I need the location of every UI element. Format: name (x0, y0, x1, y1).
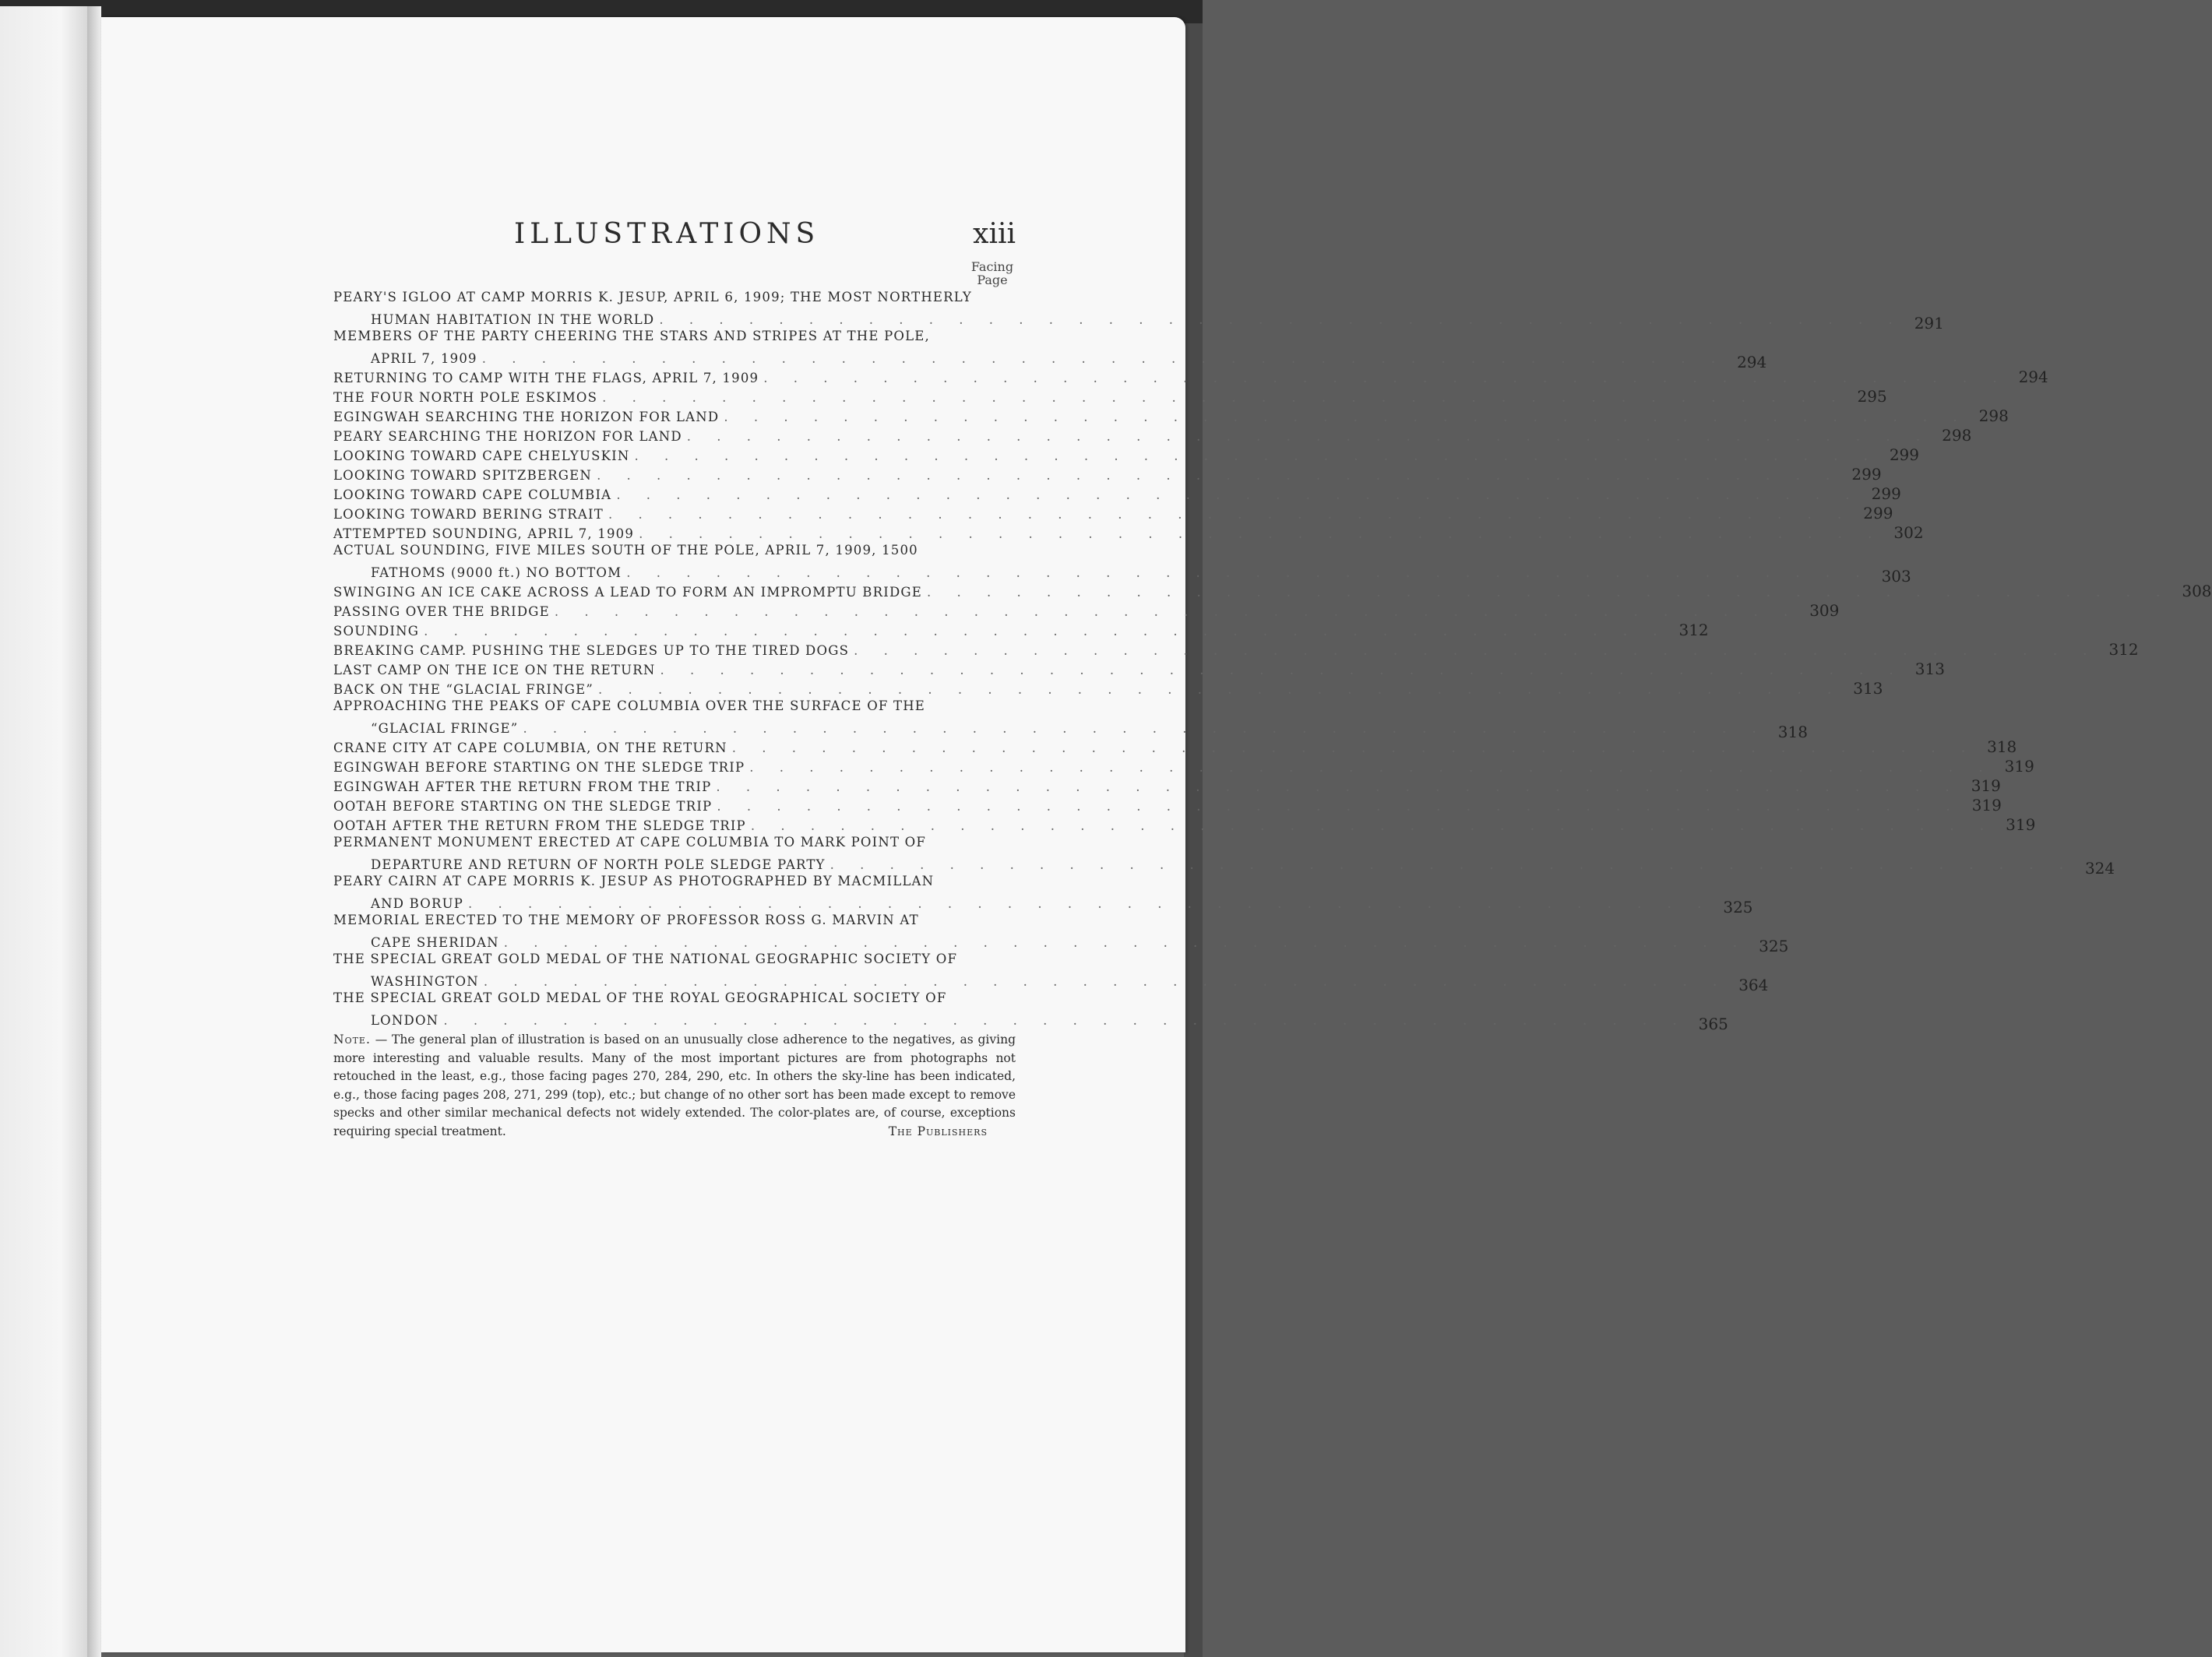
illustration-entry (333, 387, 1887, 406)
dot-leader: . . . . . . . . . . . . . . . . . . . . . . . . . . . . . . . . . . . . . . . . . . (854, 643, 2098, 658)
illustration-entry (333, 874, 1753, 916)
entry-line (333, 387, 1887, 406)
entry-page-number: 319 (1971, 796, 2002, 814)
entry-page-number: 309 (1809, 601, 1840, 620)
illustration-entry (333, 913, 1789, 955)
entry-title: PEARY SEARCHING THE HORIZON FOR LAND (333, 429, 682, 444)
illustration-entry (333, 445, 1919, 465)
facing-label: Facing (970, 259, 1014, 274)
left-page-edge (0, 6, 87, 1657)
entry-page-number: 365 (1698, 1015, 1728, 1033)
entry-line (333, 679, 1883, 698)
entry-title: LOOKING TOWARD CAPE COLUMBIA (333, 487, 612, 502)
dot-leader: . . . . . . . . . . . . . . . . . . . . . . . . . . . . . . . . . . . . . . . . . . (749, 760, 1994, 775)
illustration-entry (333, 737, 2017, 757)
illustration-entry (333, 329, 1767, 371)
entry-title: CAPE SHERIDAN (371, 935, 499, 950)
entry-page-number: 313 (1853, 679, 1883, 698)
entry-page-number: 298 (1942, 426, 1972, 445)
entry-title: AND BORUP (371, 896, 464, 911)
entry-line (333, 640, 2139, 660)
dot-leader: . . . . . . . . . . . . . . . . . . . . . . . . . . . . . . . . . . . . . . . . . . (616, 487, 1861, 502)
dot-leader: . . . . . . . . . . . . . . . . . . . . . . . . . . . . . . . . . . . . . . . . . . (763, 371, 2008, 385)
entry-title: CRANE CITY AT CAPE COLUMBIA, ON THE RETURN (333, 741, 727, 755)
entry-page-number: 298 (1978, 406, 2009, 425)
entry-line (333, 562, 1911, 586)
illustrations-list (333, 290, 2212, 1033)
entry-line (333, 329, 1016, 348)
dot-leader: . . . . . . . . . . . . . . . . . . . . . . . . . . . . . . . . . . . . . . . . . . (659, 312, 1904, 327)
entry-line (333, 543, 1016, 562)
dot-leader: . . . . . . . . . . . . . . . . . . . . . . . . . . . . . . . . . . . . . . . . . . (750, 818, 1995, 833)
entry-page-number: 299 (1871, 484, 1901, 503)
dot-leader: . . . . . . . . . . . . . . . . . . . . . . . . . . . . . . . . . . . . . . . . . . (927, 585, 2171, 600)
entry-line (333, 932, 1789, 955)
entry-line (333, 874, 1016, 893)
entry-title: APPROACHING THE PEAKS OF CAPE COLUMBIA OVER THE SURFACE OF THE (333, 698, 926, 713)
entry-page-number: 325 (1723, 898, 1753, 916)
entry-page-number: 302 (1893, 523, 1924, 542)
entry-page-number: 294 (2018, 368, 2048, 386)
entry-title: WASHINGTON (371, 974, 479, 989)
entry-line (333, 990, 1016, 1010)
book-gutter (87, 6, 101, 1657)
page-label: Page (977, 273, 1008, 287)
dot-leader: . . . . . . . . . . . . . . . . . . . . . . . . . . . . . . . . . . . . . . . . . . (597, 468, 1841, 483)
dot-leader: . . . . . . . . . . . . . . . . . . . . . . . . . . . . . . . . . . . . . . . . . . (443, 1013, 1688, 1028)
entry-page-number: 318 (1777, 723, 1808, 741)
entry-line (333, 445, 1919, 465)
entry-title: LONDON (371, 1013, 439, 1028)
entry-page-number: 325 (1759, 937, 1789, 955)
dot-leader: . . . . . . . . . . . . . . . . . . . . . . . . . . . . . . . . . . . . . . . . . . (717, 799, 1961, 814)
entry-page-number: 319 (2004, 757, 2034, 776)
dot-leader: . . . . . . . . . . . . . . . . . . . . . . . . . . . . . . . . . . . . . . . . . . (597, 682, 1843, 697)
entry-title: APRIL 7, 1909 (371, 351, 477, 366)
entry-line (333, 796, 2002, 815)
dot-leader: . . . . . . . . . . . . . . . . . . . . . . . . . . . . . . . . . . . . . . . . . . (481, 351, 1727, 366)
entry-line (333, 776, 2001, 796)
entry-title: LOOKING TOWARD BERING STRAIT (333, 507, 604, 522)
entry-title: OOTAH AFTER THE RETURN FROM THE SLEDGE TRIP (333, 818, 746, 833)
running-header (333, 218, 1016, 257)
entry-line (333, 621, 1709, 640)
entry-page-number: 291 (1914, 314, 1944, 332)
dot-leader: . . . . . . . . . . . . . . . . . . . . . . . . . . . . . . . . . . . . . . . . . . (554, 604, 1799, 619)
entry-title: HUMAN HABITATION IN THE WORLD (371, 312, 655, 327)
entry-page-number: 319 (1971, 776, 2001, 795)
scan-right-edge (1184, 23, 1203, 1657)
illustration-entry (333, 465, 1882, 484)
illustration-entry (333, 640, 2139, 660)
entry-line (333, 484, 1901, 504)
entry-title: LOOKING TOWARD SPITZBERGEN (333, 468, 593, 483)
book-page (101, 17, 2212, 1652)
entry-line (333, 913, 1016, 932)
entry-line (333, 815, 2036, 835)
illustration-entry (333, 543, 1911, 586)
entry-title: SOUNDING (333, 624, 420, 639)
entry-title: PERMANENT MONUMENT ERECTED AT CAPE COLUMBIA TO MARK POINT OF (333, 835, 927, 850)
illustration-entry (333, 523, 1924, 543)
illustration-entry (333, 796, 2002, 815)
entry-page-number: 299 (1889, 445, 1919, 464)
entry-title: EGINGWAH BEFORE STARTING ON THE SLEDGE TRIP (333, 760, 745, 775)
dot-leader: . . . . . . . . . . . . . . . . . . . . . . . . . . . . . . . . . . . . . . . . . . (686, 429, 1932, 444)
entry-line (333, 601, 1840, 621)
page-title: ILLUSTRATIONS (514, 218, 820, 250)
entry-line (333, 582, 2212, 601)
illustration-entry (333, 621, 1709, 640)
entry-title: EGINGWAH SEARCHING THE HORIZON FOR LAND (333, 410, 720, 424)
entry-page-number: 364 (1738, 976, 1769, 994)
entry-page-number: 294 (1737, 353, 1767, 371)
entry-title: BREAKING CAMP. PUSHING THE SLEDGES UP TO THE TIRED DOGS (333, 643, 850, 658)
illustration-entry (333, 757, 2034, 776)
entry-line (333, 698, 1016, 718)
entry-title: SWINGING AN ICE CAKE ACROSS A LEAD TO FORM AN IMPROMPTU BRIDGE (333, 585, 923, 600)
entry-line (333, 348, 1767, 371)
illustration-entry (333, 952, 1769, 994)
illustration-entry (333, 601, 1840, 621)
dot-leader: . . . . . . . . . . . . . . . . . . . . . . . . . . . . . . . . . . . . . . . . . . (626, 565, 1871, 580)
entry-page-number: 318 (1987, 737, 2017, 756)
dot-leader: . . . . . . . . . . . . . . . . . . . . . . . . . . . . . . . . . . . . . . . . . . (483, 974, 1728, 989)
illustration-entry (333, 426, 1972, 445)
entry-title: THE FOUR NORTH POLE ESKIMOS (333, 390, 598, 405)
illustration-entry (333, 660, 1945, 679)
illustration-entry (333, 504, 1893, 523)
illustration-entry (333, 679, 1883, 698)
dot-leader: . . . . . . . . . . . . . . . . . . . . . . . . . . . . . . . . . . . . . . . . . . (424, 624, 1668, 639)
dot-leader: . . . . . . . . . . . . . . . . . . . . . . . . . . . . . . . . . . . . . . . . . . (634, 449, 1879, 463)
entry-title: RETURNING TO CAMP WITH THE FLAGS, APRIL 7, 1909 (333, 371, 759, 385)
entry-page-number: 313 (1914, 660, 1945, 678)
entry-page-number: 312 (1678, 621, 1709, 639)
entry-title: EGINGWAH AFTER THE RETURN FROM THE TRIP (333, 779, 712, 794)
note-label: Note. (333, 1033, 371, 1047)
illustration-entry (333, 582, 2212, 601)
entry-page-number: 324 (2084, 859, 2115, 878)
entry-page-number: 299 (1863, 504, 1893, 522)
note-text: — The general plan of illustration is based on an unusually close adherence to the negatives, as giving more interesting and valuable results. Many of the most important pictures are from photographs not retouched in the least, e.g., those facing pages 270, 284, 290, etc. In others the sky-line has been indicated, e.g., those facing pages 208, 271, 299 (top), etc.; but change of no other sort has been made except to remove specks and other similar mechanical defects not widely extended. The color-plates are, of course, exceptions requiring special treatment. (333, 1033, 1016, 1138)
dot-leader: . . . . . . . . . . . . . . . . . . . . . . . . . . . . . . . . . . . . . . . . . . (830, 857, 2074, 872)
dot-leader: . . . . . . . . . . . . . . . . . . . . . . . . . . . . . . . . . . . . . . . . . . (602, 390, 1847, 405)
facing-page-column-header (969, 260, 1016, 287)
dot-leader: . . . . . . . . . . . . . . . . . . . . . . . . . . . . . . . . . . . . . . . . . . (724, 410, 1968, 424)
illustration-entry (333, 406, 2009, 426)
entry-line (333, 426, 1972, 445)
entry-line (333, 504, 1893, 523)
illustration-entry (333, 368, 2048, 387)
entry-line (333, 737, 2017, 757)
entry-title: PASSING OVER THE BRIDGE (333, 604, 550, 619)
entry-title: OOTAH BEFORE STARTING ON THE SLEDGE TRIP (333, 799, 713, 814)
entry-title: LAST CAMP ON THE ICE ON THE RETURN (333, 663, 656, 677)
dot-leader: . . . . . . . . . . . . . . . . . . . . . . . . . . . . . . . . . . . . . . . . . . (503, 935, 1749, 950)
publishers-note (333, 1031, 1016, 1141)
dot-leader: . . . . . . . . . . . . . . . . . . . . . . . . . . . . . . . . . . . . . . . . . . (468, 896, 1713, 911)
illustration-entry (333, 290, 1944, 332)
entry-page-number: 299 (1851, 465, 1882, 484)
illustration-entry (333, 815, 2036, 835)
dot-leader: . . . . . . . . . . . . . . . . . . . . . . . . . . . . . . . . . . . . . . . . . . (731, 741, 1977, 755)
entry-line (333, 718, 1808, 741)
entry-page-number: 295 (1857, 387, 1887, 406)
entry-line (333, 1010, 1728, 1033)
entry-title: “GLACIAL FRINGE” (371, 721, 519, 736)
entry-title: MEMBERS OF THE PARTY CHEERING THE STARS AND STRIPES AT THE POLE, (333, 329, 930, 343)
entry-title: PEARY'S IGLOO AT CAMP MORRIS K. JESUP, APRIL 6, 1909; THE MOST NORTHERLY (333, 290, 972, 304)
dot-leader: . . . . . . . . . . . . . . . . . . . . . . . . . . . . . . . . . . . . . . . . . . (523, 721, 1767, 736)
entry-title: FATHOMS (9000 ft.) NO BOTTOM (371, 565, 622, 580)
entry-line (333, 971, 1769, 994)
illustration-entry (333, 990, 1728, 1033)
entry-page-number: 319 (2006, 815, 2036, 834)
entry-line (333, 523, 1924, 543)
entry-line (333, 290, 1016, 309)
entry-line (333, 757, 2034, 776)
entry-title: THE SPECIAL GREAT GOLD MEDAL OF THE ROYAL GEOGRAPHICAL SOCIETY OF (333, 990, 947, 1005)
entry-title: ATTEMPTED SOUNDING, APRIL 7, 1909 (333, 526, 635, 541)
illustration-entry (333, 484, 1901, 504)
entry-title: DEPARTURE AND RETURN OF NORTH POLE SLEDGE PARTY (371, 857, 826, 872)
entry-title: BACK ON THE “GLACIAL FRINGE” (333, 682, 594, 697)
entry-page-number: 312 (2108, 640, 2139, 659)
entry-line (333, 406, 2009, 426)
entry-line (333, 465, 1882, 484)
entry-title: PEARY CAIRN AT CAPE MORRIS K. JESUP AS PHOTOGRAPHED BY MACMILLAN (333, 874, 935, 888)
note-signature: The Publishers (888, 1124, 988, 1138)
entry-line (333, 893, 1753, 916)
entry-line (333, 660, 1945, 679)
page-number: xiii (973, 218, 1016, 250)
dot-leader: . . . . . . . . . . . . . . . . . . . . . . . . . . . . . . . . . . . . . . . . . . (716, 779, 1960, 794)
illustration-entry (333, 698, 1808, 741)
illustration-entry (333, 776, 2001, 796)
entry-line (333, 952, 1016, 971)
entry-line (333, 309, 1944, 332)
entry-line (333, 854, 2115, 878)
entry-line (333, 835, 1016, 854)
entry-title: THE SPECIAL GREAT GOLD MEDAL OF THE NATIONAL GEOGRAPHIC SOCIETY OF (333, 952, 958, 966)
entry-line (333, 368, 2048, 387)
dot-leader: . . . . . . . . . . . . . . . . . . . . . . . . . . . . . . . . . . . . . . . . . . (660, 663, 1904, 677)
illustration-entry (333, 835, 2115, 878)
entry-page-number: 308 (2182, 582, 2212, 600)
entry-page-number: 303 (1881, 567, 1911, 586)
dot-leader: . . . . . . . . . . . . . . . . . . . . . . . . . . . . . . . . . . . . . . . . . . (639, 526, 1883, 541)
entry-title: MEMORIAL ERECTED TO THE MEMORY OF PROFESSOR ROSS G. MARVIN AT (333, 913, 919, 927)
dot-leader: . . . . . . . . . . . . . . . . . . . . . . . . . . . . . . . . . . . . . . . . . . (608, 507, 1853, 522)
entry-title: LOOKING TOWARD CAPE CHELYUSKIN (333, 449, 630, 463)
entry-title: ACTUAL SOUNDING, FIVE MILES SOUTH OF THE POLE, APRIL 7, 1909, 1500 (333, 543, 918, 558)
